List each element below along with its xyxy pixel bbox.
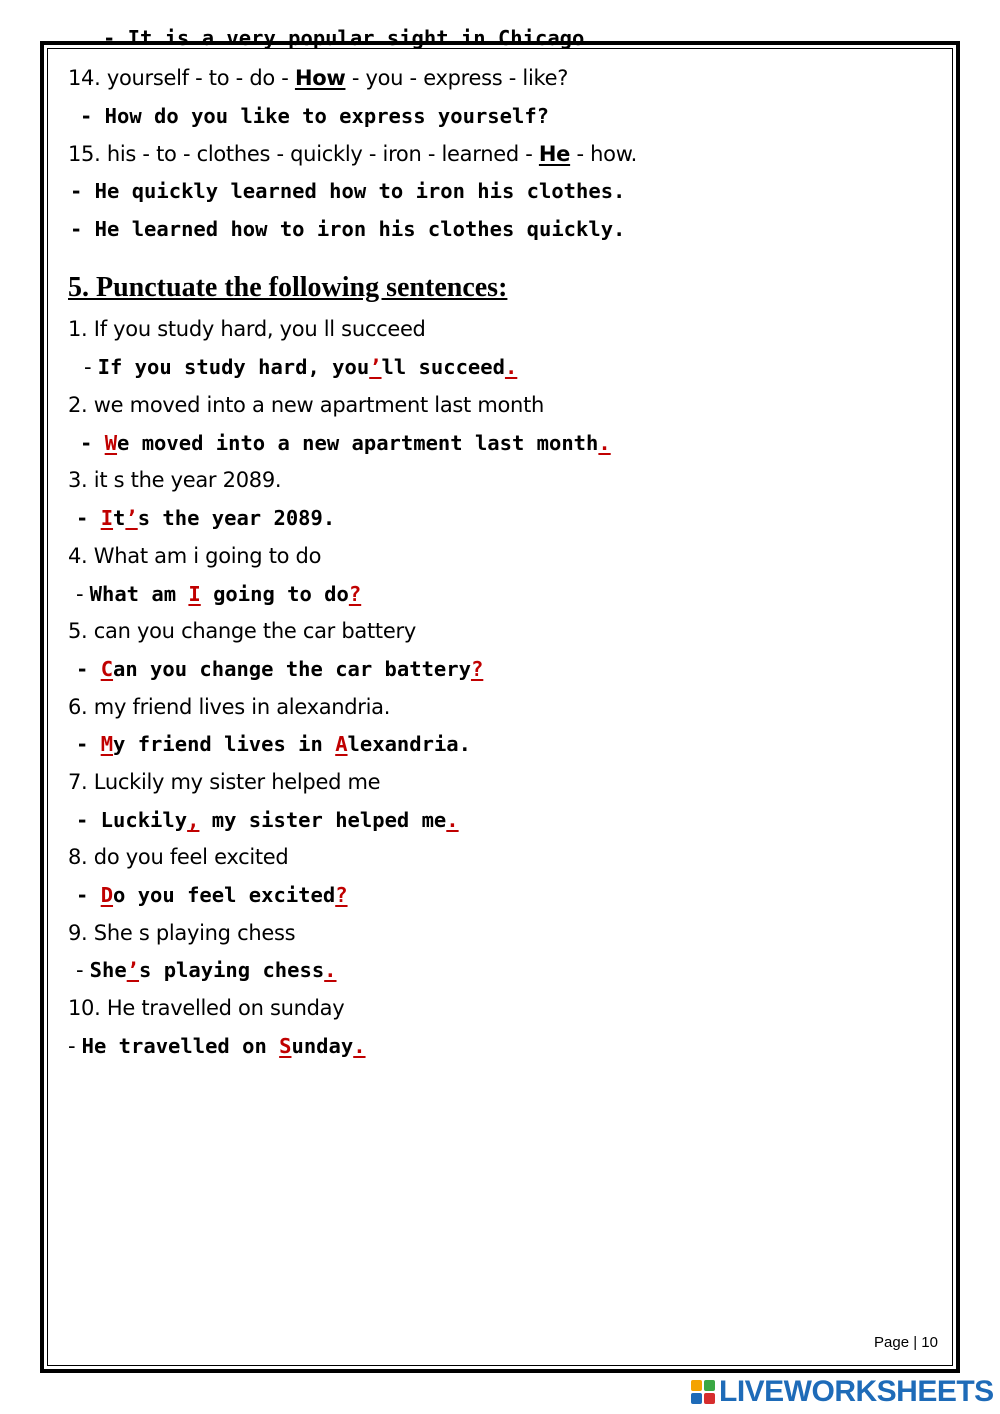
correction-mark: ’	[369, 355, 382, 379]
question-14	[68, 65, 568, 91]
question-15	[68, 141, 637, 167]
punct-answer-1: - If you study hard, you’ll succeed.	[84, 355, 518, 379]
question-text: 14. yourself - to - do -	[68, 66, 295, 90]
correction-mark: .	[353, 1034, 366, 1058]
punct-question-1: 1. If you study hard, you ll succeed	[68, 317, 426, 341]
punct-answer-8: - Do you feel excited?	[76, 883, 348, 907]
punct-question-4: 4. What am i going to do	[68, 544, 322, 568]
punct-question-5: 5. can you change the car battery	[68, 619, 416, 643]
answer-15b: - He learned how to iron his clothes quickly.	[70, 217, 626, 241]
correction-mark: ’	[126, 958, 140, 982]
punct-question-3: 3. it s the year 2089.	[68, 468, 282, 492]
cut-off-answer-line: - It is a very popular sight in Chicago	[103, 26, 585, 50]
punct-answer-5: - Can you change the car battery?	[76, 657, 484, 681]
correction-mark: ,	[187, 808, 200, 832]
correction-mark: D	[100, 883, 114, 907]
correction-mark: .	[504, 355, 518, 379]
punct-question-8: 8. do you feel excited	[68, 845, 289, 869]
logo-text: LIVEWORKSHEETS	[719, 1375, 994, 1408]
capitalized-key-word: How	[294, 66, 346, 90]
correction-mark: ?	[348, 582, 362, 606]
punct-question-9: 9. She s playing chess	[68, 921, 296, 945]
capitalized-key-word: He	[538, 142, 571, 166]
correction-mark: A	[335, 732, 348, 756]
liveworksheets-logo[interactable]	[691, 1376, 994, 1408]
correction-mark: ?	[335, 883, 348, 907]
correction-mark: I	[100, 506, 114, 530]
answer-14: - How do you like to express yourself?	[80, 104, 549, 128]
question-text: - how.	[570, 142, 638, 166]
logo-grid-icon	[691, 1380, 715, 1404]
correction-mark: C	[100, 657, 114, 681]
correction-mark: .	[598, 431, 611, 455]
punct-question-10: 10. He travelled on sunday	[68, 996, 345, 1020]
punct-answer-6: - My friend lives in Alexandria.	[76, 732, 471, 756]
punct-question-6: 6. my friend lives in alexandria.	[68, 695, 391, 719]
punct-answer-10: - He travelled on Sunday.	[68, 1034, 366, 1058]
correction-mark: I	[188, 582, 201, 606]
correction-mark: ?	[470, 657, 484, 681]
correction-mark: .	[446, 808, 459, 832]
answer-15a: - He quickly learned how to iron his clothes.	[70, 179, 626, 203]
section-heading: 5. Punctuate the following sentences:	[68, 272, 508, 303]
punct-answer-2: - We moved into a new apartment last month.	[80, 431, 611, 455]
correction-mark: W	[104, 431, 118, 455]
correction-mark: S	[279, 1034, 292, 1058]
question-text: 15. his - to - clothes - quickly - iron - learned -	[68, 142, 539, 166]
correction-mark: ’	[125, 506, 138, 530]
question-text: - you - express - like?	[345, 66, 569, 90]
page-number: Page | 10	[874, 1334, 938, 1351]
punct-answer-3: - It’s the year 2089.	[76, 506, 336, 530]
correction-mark: M	[100, 732, 114, 756]
punct-question-7: 7. Luckily my sister helped me	[68, 770, 381, 794]
correction-mark: .	[324, 958, 337, 982]
punct-answer-9: - She’s playing chess.	[76, 958, 337, 982]
punct-question-2: 2. we moved into a new apartment last month	[68, 393, 545, 417]
punct-answer-4: - What am I going to do?	[76, 582, 362, 606]
punct-answer-7: - Luckily, my sister helped me.	[76, 808, 459, 832]
